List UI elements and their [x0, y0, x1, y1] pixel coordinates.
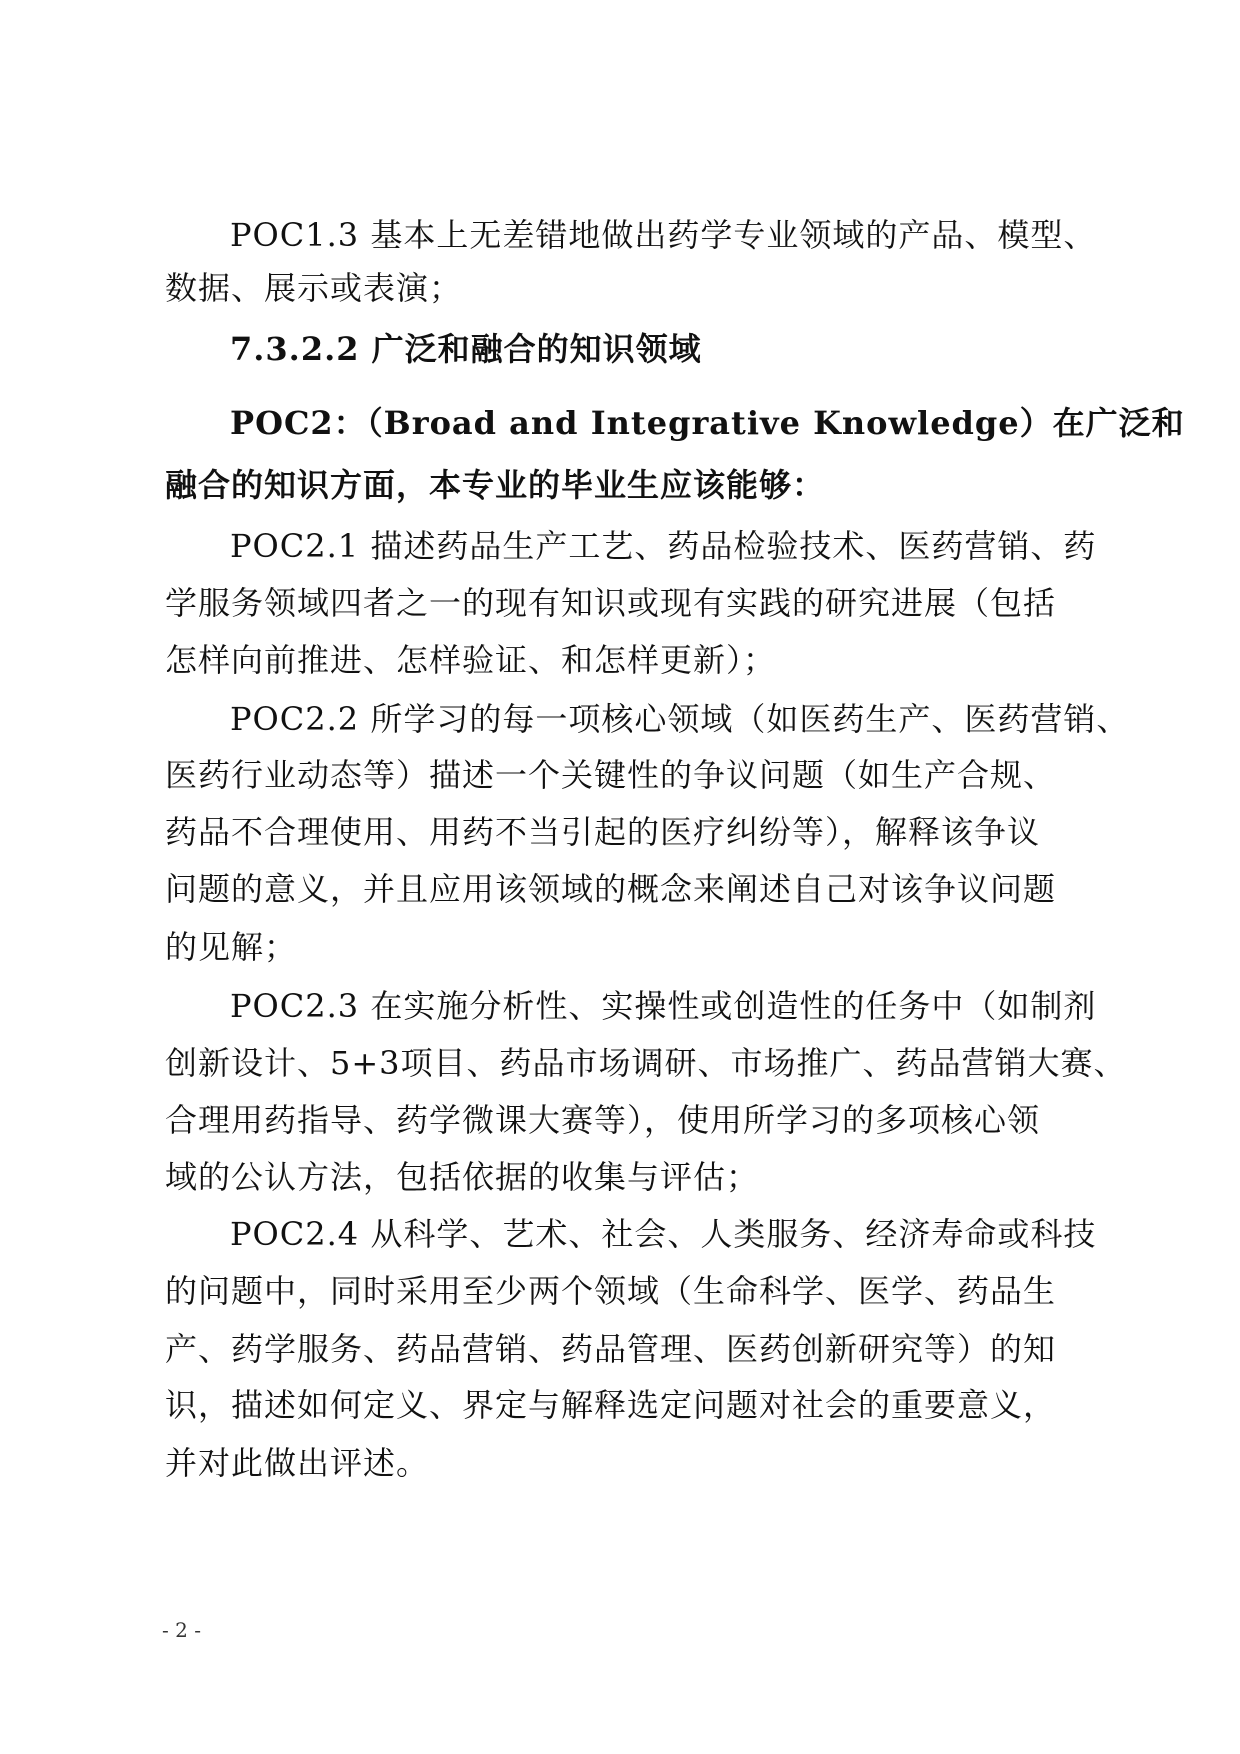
paragraph-poc2-2-line-4: 问题的意义，并且应用该领域的概念来阐述自己对该争议问题 — [165, 870, 1057, 908]
paragraph-poc2-4-line-4: 识，描述如何定义、界定与解释选定问题对社会的重要意义， — [165, 1386, 1057, 1424]
paragraph-poc2-1-line-2: 学服务领域四者之一的现有知识或现有实践的研究进展（包括 — [165, 584, 1057, 622]
paragraph-poc2-4-line-1: POC2.4 从科学、艺术、社会、人类服务、经济寿命或科技 — [230, 1215, 1097, 1253]
paragraph-poc2-3-line-2: 创新设计、5+3项目、药品市场调研、市场推广、药品营销大赛、 — [165, 1044, 1127, 1082]
paragraph-poc2-3-line-4: 域的公认方法，包括依据的收集与评估； — [165, 1158, 760, 1196]
paragraph-poc2-1-line-1: POC2.1 描述药品生产工艺、药品检验技术、医药营销、药 — [230, 527, 1097, 565]
paragraph-poc2-3-line-3: 合理用药指导、药学微课大赛等），使用所学习的多项核心领 — [165, 1101, 1041, 1139]
paragraph-poc2-1-line-3: 怎样向前推进、怎样验证、和怎样更新）； — [165, 641, 777, 679]
paragraph-poc2-2-line-1: POC2.2 所学习的每一项核心领域（如医药生产、医药营销、 — [230, 700, 1130, 738]
section-heading-7-3-2-2: 7.3.2.2 广泛和融合的知识领域 — [230, 330, 702, 368]
paragraph-poc2-4-line-5: 并对此做出评述。 — [165, 1444, 430, 1482]
paragraph-poc2-2-line-5: 的见解； — [165, 928, 298, 966]
page-number: - 2 - — [162, 1618, 201, 1642]
paragraph-poc1-3-line-1: POC1.3 基本上无差错地做出药学专业领域的产品、模型、 — [230, 216, 1097, 254]
paragraph-poc2-3-line-1: POC2.3 在实施分析性、实操性或创造性的任务中（如制剂 — [230, 987, 1097, 1025]
poc2-heading-line-2: 融合的知识方面，本专业的毕业生应该能够： — [165, 466, 826, 504]
paragraph-poc2-4-line-3: 产、药学服务、药品营销、药品管理、医药创新研究等）的知 — [165, 1330, 1057, 1368]
paragraph-poc2-2-line-2: 医药行业动态等）描述一个关键性的争议问题（如生产合规、 — [165, 756, 1057, 794]
paragraph-poc1-3-line-2: 数据、展示或表演； — [165, 269, 463, 307]
paragraph-poc2-4-line-2: 的问题中，同时采用至少两个领域（生命科学、医学、药品生 — [165, 1272, 1057, 1310]
poc2-heading-line-1: POC2：（Broad and Integrative Knowledge）在广泛和 — [230, 404, 1185, 442]
paragraph-poc2-2-line-3: 药品不合理使用、用药不当引起的医疗纠纷等），解释该争议 — [165, 813, 1041, 851]
